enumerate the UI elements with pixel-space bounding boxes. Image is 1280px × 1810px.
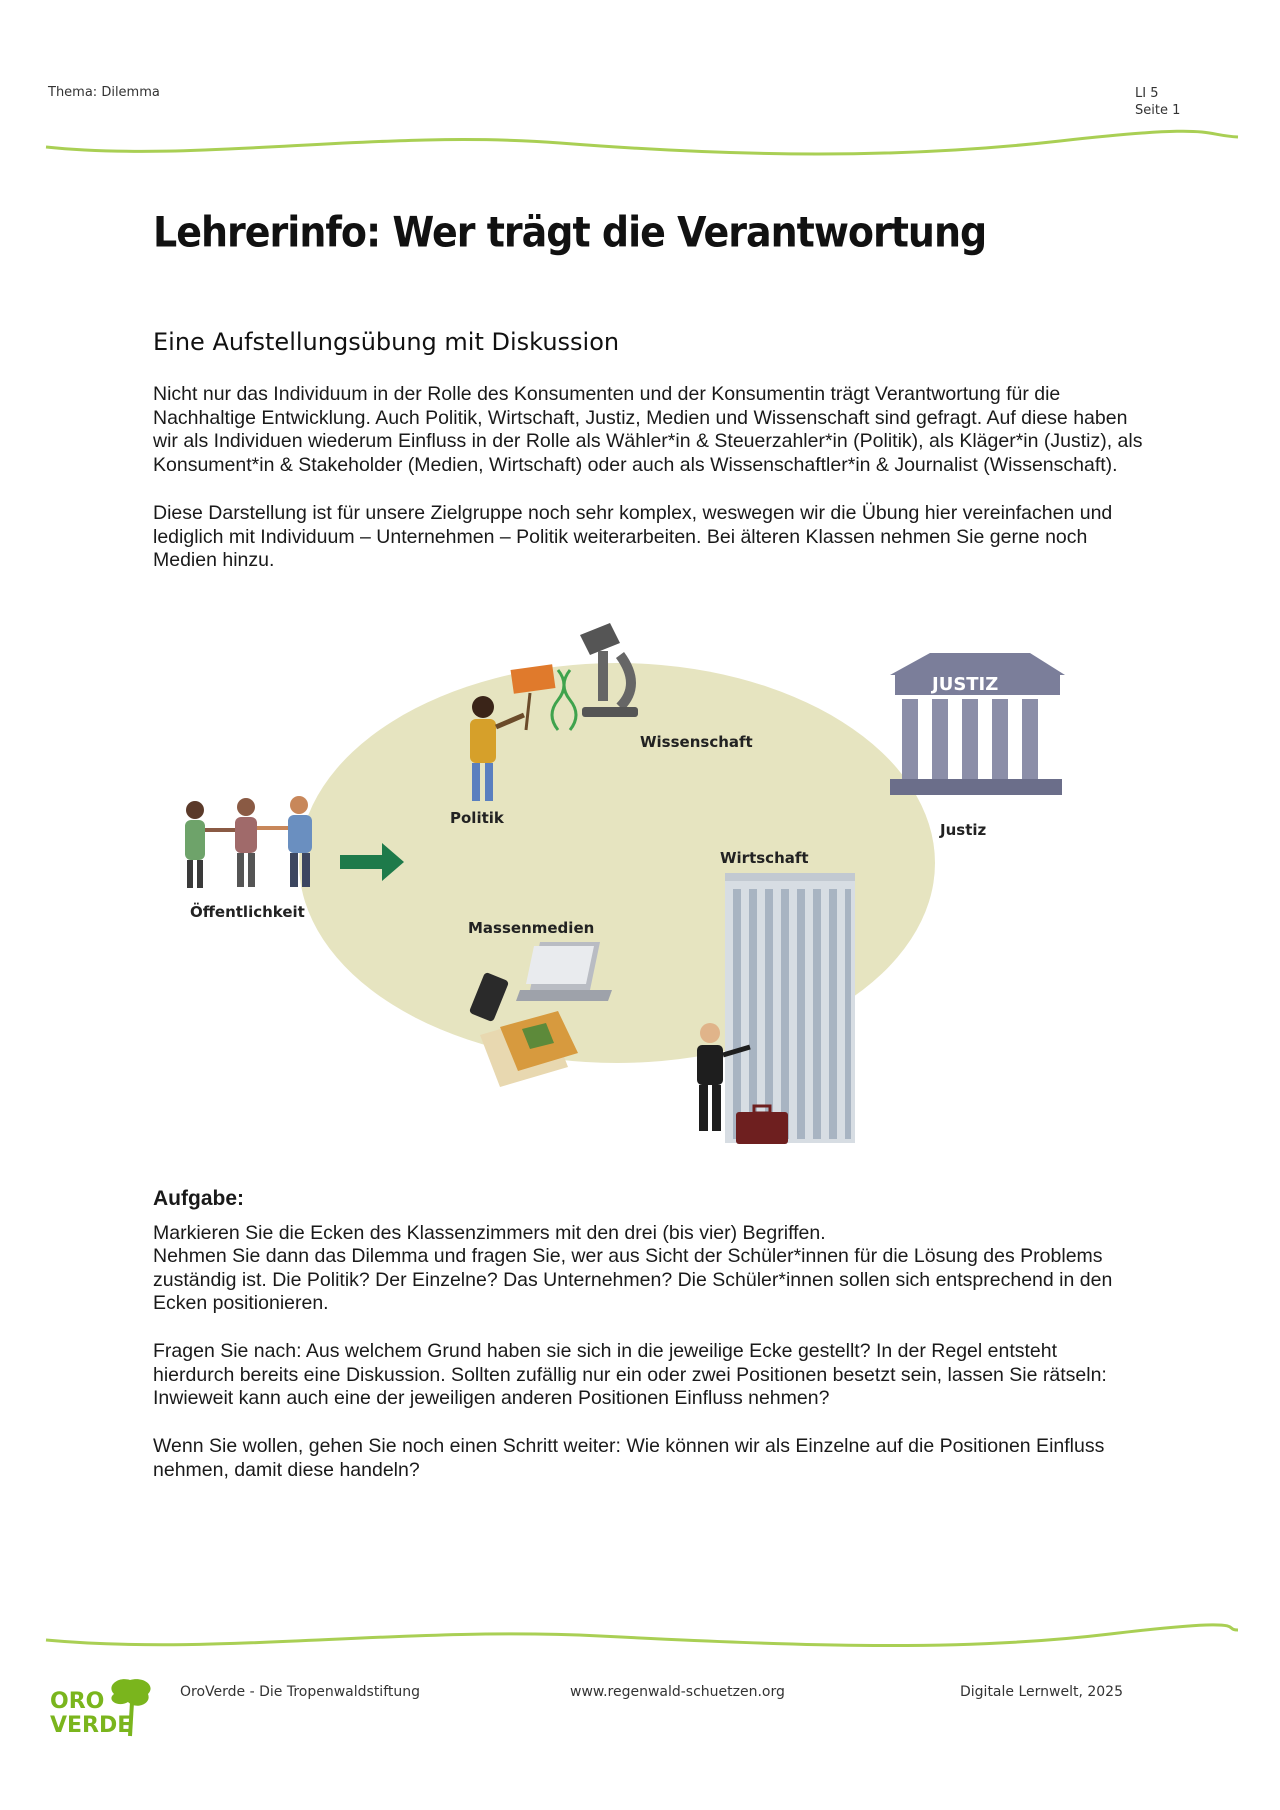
task-line-1: Markieren Sie die Ecken des Klassenzimmers mit den drei (bis vier) Begriffen. (153, 1222, 826, 1244)
header-wave-divider (0, 125, 1280, 165)
label-science: Wissenschaft (640, 733, 753, 751)
footer-wave-divider (0, 1620, 1280, 1660)
footer-website-link[interactable]: www.regenwald-schuetzen.org (570, 1684, 785, 1700)
task-line-3: Fragen Sie nach: Aus welchem Grund haben sie sich in die jeweilige Ecke gestellt? In der Regel entsteht hierdurch bereits eine Diskussion. Sollten zufällig nur ein oder zwei Positionen besetzt sein, lassen Sie rätseln: Inwieweit kann auch eine der jeweiligen anderen Positionen Einfluss nehmen? (153, 1340, 1107, 1410)
section-subtitle: Eine Aufstellungsübung mit Diskussion (153, 328, 620, 356)
footer-organization: OroVerde - Die Tropenwaldstiftung (180, 1684, 420, 1700)
page-title: Lehrerinfo: Wer trägt die Verantwortung (153, 208, 987, 257)
intro-paragraph-2: Diese Darstellung ist für unsere Zielgruppe noch sehr komplex, weswegen wir die Übung hier vereinfachen und lediglich mit Individuum – Unternehmen – Politik weiterarbeiten. Bei älteren Klassen nehmen Sie gerne noch Medien hinzu. (153, 502, 1113, 572)
header-ref-code: LI 5 (1135, 86, 1159, 101)
header-page-number: Seite 1 (1135, 103, 1181, 118)
task-line-2: Nehmen Sie dann das Dilemma und fragen Sie, wer aus Sicht der Schüler*innen für die Lösung des Problems zuständig ist. Die Politik? Der Einzelne? Das Unternehmen? Die Schüler*innen sollen sich entsprechend in den Ecken positionieren. (153, 1245, 1113, 1315)
office-tower-icon (725, 873, 855, 1143)
header-topic: Thema: Dilemma (48, 85, 160, 100)
task-line-4: Wenn Sie wollen, gehen Sie noch einen Schritt weiter: Wie können wir als Einzelne auf die Positionen Einfluss nehmen, damit diese handeln? (153, 1435, 1105, 1481)
tree-icon (111, 1679, 150, 1706)
label-politics: Politik (450, 809, 504, 827)
label-public: Öffentlichkeit (190, 903, 305, 921)
task-heading: Aufgabe: (153, 1187, 244, 1210)
footer-series: Digitale Lernwelt, 2025 (960, 1684, 1123, 1700)
public-people-icon (185, 796, 312, 888)
svg-text:VERDE: VERDE (50, 1713, 133, 1738)
label-media: Massenmedien (468, 919, 595, 937)
header-page-ref (1135, 85, 1180, 119)
responsibility-illustration (150, 615, 1080, 1150)
courthouse-icon (890, 653, 1065, 795)
oroverde-logo (48, 1672, 158, 1738)
courthouse-sign: JUSTIZ (932, 674, 999, 695)
label-justice: Justiz (940, 821, 987, 839)
intro-paragraph-1: Nicht nur das Individuum in der Rolle des Konsumenten und der Konsumentin trägt Verantwortung für die Nachhaltige Entwicklung. Auch Politik, Wirtschaft, Justiz, Medien und Wissenschaft sind gefragt. Auf diese haben wir als Individuen wiederum Einfluss in der Rolle als Wähler*in & Steuerzahler*in (Politik), als Kläger*in (Justiz), als Konsument*in & Stakeholder (Medien, Wirtschaft) oder auch als Wissenschaftler*in & Journalist (Wissenschaft). (153, 383, 1143, 476)
label-economy: Wirtschaft (720, 849, 809, 867)
svg-text:ORO: ORO (50, 1689, 105, 1714)
